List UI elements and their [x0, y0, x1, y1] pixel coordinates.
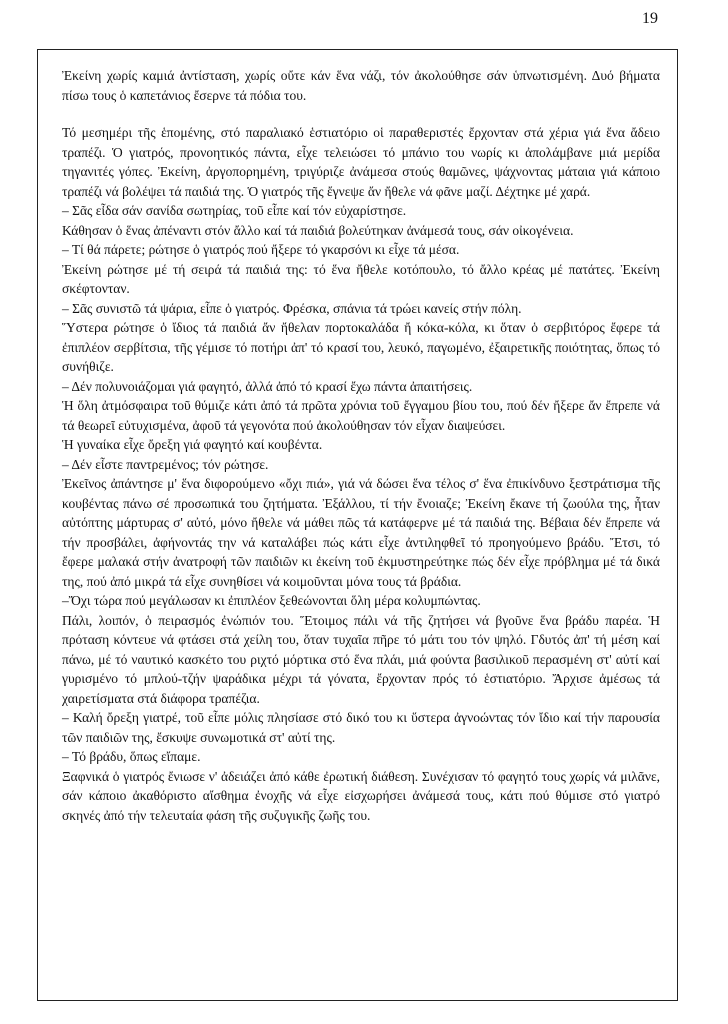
paragraph: – Δέν πολυνοιάζομαι γιά φαγητό, ἀλλά ἀπό τό κρασί ἔχω πάντα ἀπαιτήσεις.: [62, 378, 473, 394]
paragraph: Πάλι, λοιπόν, ὁ πειρασμός ἐνώπιόν του. Ἕτοιμος πάλι νά τῆς ζητήσει νά βγοῦνε ἕνα βράδυ παρέα. Ἡ πρόταση κόντευε νά φτάσει στά χείλη του, ὅταν τυχαῖα πῆρε τό μάτι του τόν ψηλό. Γδυτός ἀπ' τή μέση καί πάνω, μέ τό ναυτικό κασκέτο του ριχτό μόρτικα στό ἕνα πλάι, μιά φούντα βασιλικοῦ περασμένη στ' αὐτί καί γυρισμένο τό μπλού-τζήν ψαράδικα μέχρι τά γόνατα, ἔρχονταν πρός τό ἑστιατόριο. Ἄρχισε ἀμέσως τά χαιρετίσματα στά διάφορα τραπέζια.: [62, 612, 660, 706]
paragraph: –Ὄχι τώρα πού μεγάλωσαν κι ἐπιπλέον ξεθεώνονται ὅλη μέρα κολυμπώντας.: [62, 593, 481, 608]
paragraph: – Σᾶς εἶδα σάν σανίδα σωτηρίας, τοῦ εἶπε καί τόν εὐχαρίστησε.: [62, 203, 407, 218]
page-number: 19: [642, 10, 658, 27]
paragraph: Ὕστερα ρώτησε ὁ ἴδιος τά παιδιά ἄν ἤθελαν πορτοκαλάδα ἤ κόκα-κόλα, κι ὅταν ὁ σερβιτόρος ἔφερε τά ἐπιπλέον σερβίτσια, τῆς γέμισε τό ποτήρι ἀπ' τό κρασί του, λευκό, παγωμένο, ἐξαιρετικῆς ποιότητας, ὅπως τό συνήθιζε.: [62, 320, 660, 374]
paragraph: Ἐκείνη χωρίς καμιά ἀντίσταση, χωρίς οὔτε κάν ἕνα νάζι, τόν ἀκολούθησε σάν ὑπνωτισμένη. Δυό βήματα πίσω τους ὁ καπετάνιος ἔσερνε τά πόδια του.: [62, 68, 660, 103]
paragraph: Ἡ ὅλη ἀτμόσφαιρα τοῦ θύμιζε κάτι ἀπό τά πρῶτα χρόνια τοῦ ἔγγαμου βίου του, πού δέν ἤξερε ἄν ἔπρεπε νά τά θεωρεῖ εὐτυχισμένα, ἀφοῦ τά γεγονότα πού ἀκολούθησαν τόν εἶχαν διαψεύσει.: [62, 398, 660, 433]
paragraph: – Καλή ὄρεξη γιατρέ, τοῦ εἶπε μόλις πλησίασε στό δικό του κι ὕστερα ἀγνοώντας τόν ἴδιο καί τήν παρουσία τῶν παιδιῶν της, ἔσκυψε συνωμοτικά στ' αὐτί της.: [62, 710, 660, 745]
paragraph: – Τό βράδυ, ὅπως εἴπαμε.: [62, 749, 201, 764]
paragraph: Ἡ γυναίκα εἶχε ὄρεξη γιά φαγητό καί κουβέντα.: [62, 437, 323, 452]
paragraph: Τό μεσημέρι τῆς ἑπομένης, στό παραλιακό ἑστιατόριο οἱ παραθεριστές ἔρχονταν στά χέρια γιά ἕνα ἄδειο τραπέζι. Ὁ γιατρός, προνοητικός πάντα, εἶχε τελειώσει τό μπάνιο του νωρίς κι ἀπολάμβανε μιά μερίδα τηγανιτές γόπες. Ἐκείνη, ἀργοπορημένη, τριγύριζε ἀνάμεσα στούς θαμῶνες, ψάχνοντας μάταια γιά κάποιο τραπέζι νά βολέψει τά παιδιά της. Ὁ γιατρός τῆς ἔγνεψε ἄν ἤθελε νά φᾶνε μαζί. Δέχτηκε μέ χαρά.: [62, 125, 660, 199]
paragraph: Κάθησαν ὁ ἕνας ἀπέναντι στόν ἄλλο καί τά παιδιά βολεύτηκαν ἀνάμεσά τους, σάν οἰκογένεια.: [62, 222, 574, 238]
paragraph: – Σᾶς συνιστῶ τά ψάρια, εἶπε ὁ γιατρός. Φρέσκα, σπάνια τά τρώει κανείς στήν πόλη.: [62, 300, 522, 316]
paragraph: Ξαφνικά ὁ γιατρός ἔνιωσε ν' ἀδειάζει ἀπό κάθε ἐρωτική διάθεση. Συνέχισαν τό φαγητό τους χωρίς νά μιλᾶνε, σάν κάποιο ἀκαθόριστο αἴσθημα ἐνοχῆς νά εἶχε εἰσχωρήσει ἀνάμεσά τους, κάτι πού θύμισε στό γιατρό σκηνές ἀπό τήν τελευταία φάση τῆς συζυγικῆς ζωῆς του.: [62, 768, 660, 823]
paragraph: – Δέν εἶστε παντρεμένος; τόν ρώτησε.: [62, 456, 269, 472]
body-text: [62, 66, 660, 825]
paragraph: Ἐκείνη ρώτησε μέ τή σειρά τά παιδιά της: τό ἕνα ἤθελε κοτόπουλο, τό ἄλλο κρέας μέ πατάτες. Ἐκείνη σκέφτονταν.: [62, 261, 660, 296]
paragraph: Ἐκεῖνος ἀπάντησε μ' ἕνα διφορούμενο «ὄχι πιά», γιά νά δώσει ἕνα τέλος σ' ἕνα ἐπικίνδυνο ξεστράτισμα τῆς κουβέντας πάνω σέ προσωπικά του ζητήματα. Ἐξάλλου, τί τήν ἔνοιαζε; Ἐκείνη ἔκανε τή ζωούλα της, ἦταν αὐτόπτης μάρτυρας σ' αὐτό, μόνο ἤθελε νά μάθει πῶς τά κατάφερνε μέ τά παιδιά της. Βέβαια δέν ἔπρεπε νά τήν προσβάλει, ἀφήνοντάς την νά καταλάβει πώς κάτι εἶχε ἀντιληφθεῖ τό προηγούμενο βράδυ. Ἔτσι, τό ἔφερε μαλακά στήν ἀνατροφή τῶν παιδιῶν κι ἐκείνη τοῦ ἐκμυστηρεύτηκε πώς δέν εἶχε πρόβλημα μέ τά δικά της, πού ἀπό μικρά τά εἶχε συνηθίσει νά κοιμοῦνται μόνα τους τά βράδια.: [62, 476, 660, 589]
paragraph: – Τί θά πάρετε; ρώτησε ὁ γιατρός πού ἤξερε τό γκαρσόνι κι εἶχε τά μέσα.: [62, 242, 460, 257]
